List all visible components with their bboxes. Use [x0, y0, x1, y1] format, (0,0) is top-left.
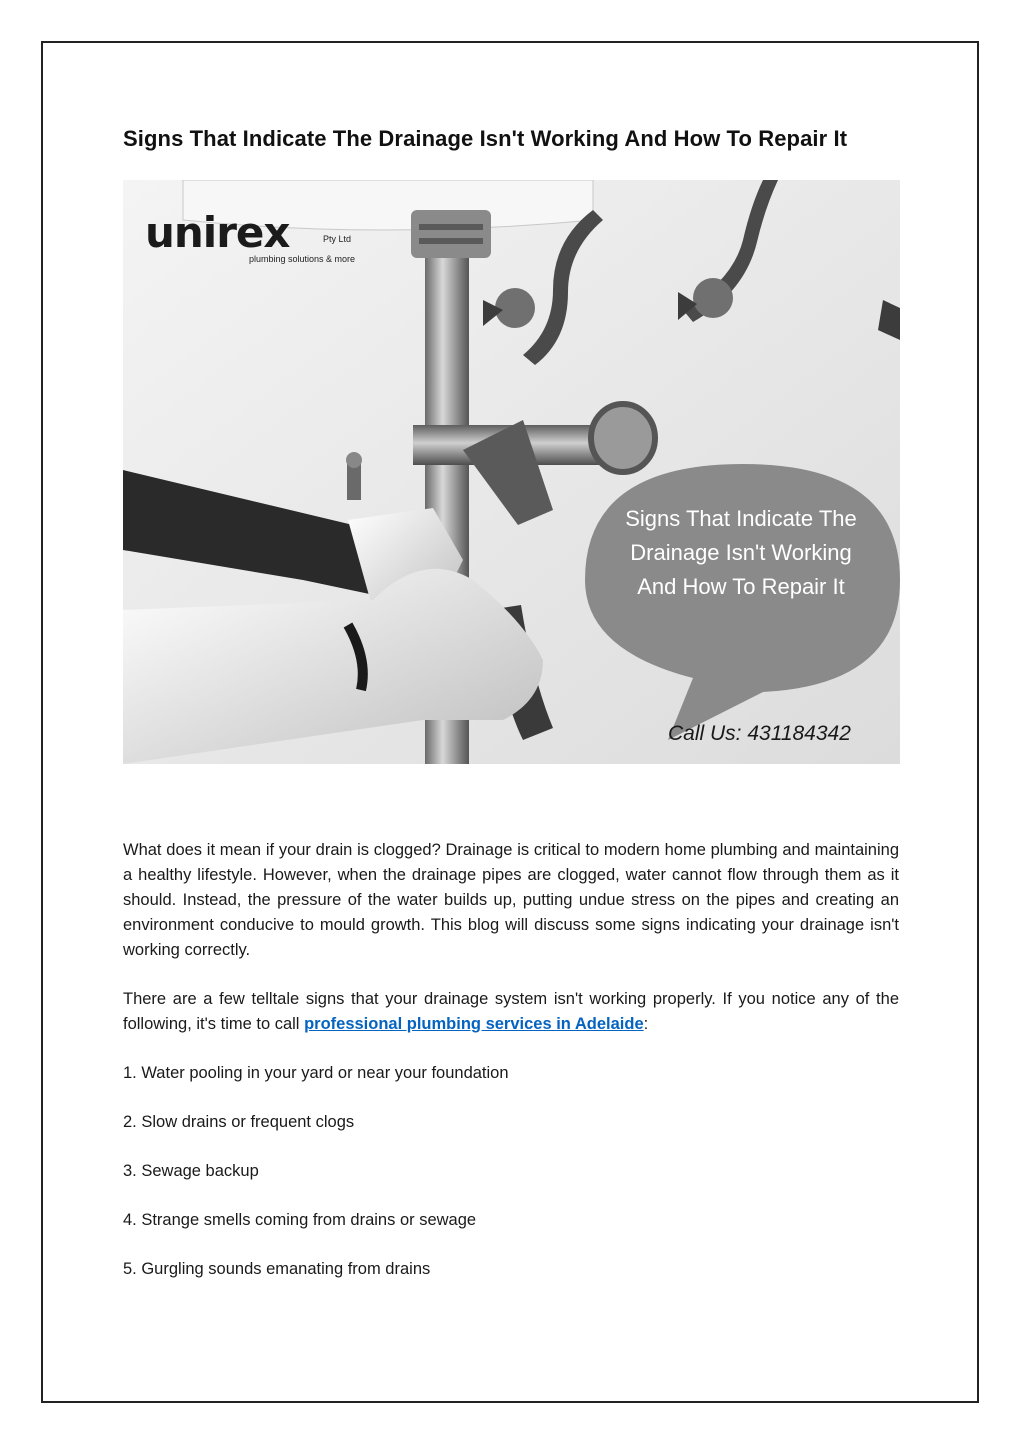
signs-intro-colon: :: [643, 1015, 649, 1033]
speech-bubble-text: Signs That Indicate The Drainage Isn't Working And How To Repair It: [625, 506, 857, 599]
list-item: 2. Slow drains or frequent clogs: [123, 1113, 355, 1131]
unirex-logo: [145, 210, 375, 270]
logo-tagline: plumbing solutions & more: [249, 254, 356, 264]
list-item: 3. Sewage backup: [123, 1162, 259, 1180]
list-item: 1. Water pooling in your yard or near your foundation: [123, 1064, 509, 1082]
intro-paragraph: What does it mean if your drain is clogged? Drainage is critical to modern home plumbing and maintaining a healthy lifestyle. However, when the drainage pipes are clogged, water cannot flow through them as it should. Instead, the pressure of the water builds up, putting undue stress on the pipes and creating an environment conducive to mould growth. This blog will discuss some signs indicating your drainage isn't working correctly.: [123, 841, 899, 959]
signs-intro-text: There are a few telltale signs that your drainage system isn't working properly. If you notice any of the following, it's time to call: [123, 990, 899, 1033]
hero-image: [123, 180, 900, 764]
list-item: 4. Strange smells coming from drains or sewage: [123, 1211, 477, 1229]
signs-intro-paragraph: [123, 987, 899, 1037]
article-body: [123, 838, 899, 1306]
list-item: 5. Gurgling sounds emanating from drains: [123, 1260, 431, 1278]
logo-wordmark: unirex: [145, 208, 290, 257]
page-title: Signs That Indicate The Drainage Isn't Working And How To Repair It: [123, 126, 848, 151]
call-us-text: Call Us: 431184342: [668, 722, 851, 745]
logo-suffix: Pty Ltd: [323, 234, 352, 244]
plumbing-services-link[interactable]: professional plumbing services in Adelaide: [304, 1015, 644, 1033]
